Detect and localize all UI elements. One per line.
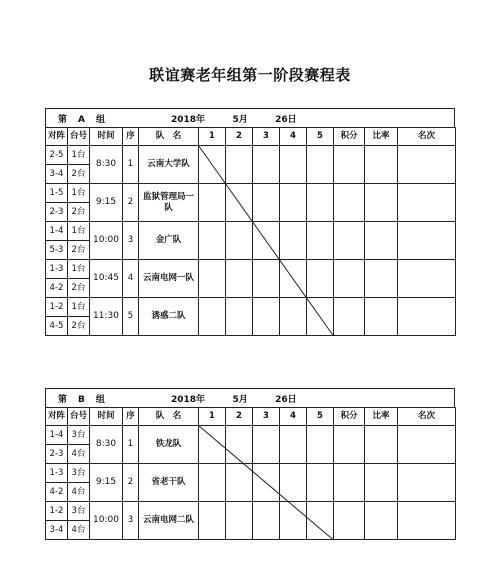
score-cell [199, 464, 226, 502]
team-name-cell: 金广队 [139, 222, 199, 260]
table-number-cell: 1台 [68, 260, 90, 279]
score-cell [199, 222, 226, 260]
group-name: 第 A 组 [58, 115, 106, 125]
page-title: 联谊赛老年组第一阶段赛程表 [149, 66, 351, 84]
score-cell [280, 184, 307, 222]
matchup-cell: 1-2 [46, 502, 68, 521]
group-date: 2018年 5月 26日 [171, 395, 297, 405]
table-number-cell: 2台 [68, 241, 90, 260]
matchup-cell: 3-4 [46, 521, 68, 540]
ratio-cell [365, 298, 398, 336]
score-cell [307, 502, 334, 540]
score-cell [253, 298, 280, 336]
table-number-cell: 2台 [68, 279, 90, 298]
column-header: 对阵 [46, 128, 68, 146]
time-cell: 9:15 [90, 464, 123, 502]
score-cell [199, 298, 226, 336]
matchup-cell: 5-3 [46, 241, 68, 260]
seq-cell: 1 [123, 426, 139, 464]
group-b-schedule [45, 388, 455, 540]
time-cell: 8:30 [90, 146, 123, 184]
table-row [46, 464, 456, 483]
table-row [46, 502, 456, 521]
score-cell [226, 298, 253, 336]
points-cell [334, 426, 365, 464]
team-name-cell: 云南大学队 [139, 146, 199, 184]
column-header: 时间 [90, 408, 123, 426]
score-cell [226, 184, 253, 222]
table-row [46, 146, 456, 165]
ratio-cell [365, 184, 398, 222]
score-cell [253, 502, 280, 540]
score-cell [253, 426, 280, 464]
rank-cell [398, 260, 456, 298]
column-header: 4 [280, 408, 307, 426]
matchup-cell: 2-3 [46, 203, 68, 222]
column-header: 3 [253, 128, 280, 146]
column-header: 积分 [334, 128, 365, 146]
group-date: 2018年 5月 26日 [171, 115, 297, 125]
score-cell [280, 260, 307, 298]
matchup-cell: 1-4 [46, 426, 68, 445]
table-number-cell: 2台 [68, 165, 90, 184]
table-number-cell: 3台 [68, 502, 90, 521]
column-header-row [46, 408, 456, 426]
schedule-table [45, 407, 456, 540]
score-cell [307, 146, 334, 184]
score-cell [199, 502, 226, 540]
team-name-cell: 云南电网一队 [139, 260, 199, 298]
seq-cell: 3 [123, 502, 139, 540]
score-cell [307, 260, 334, 298]
table-number-cell: 1台 [68, 222, 90, 241]
team-name-cell: 监狱管理局一队 [139, 184, 199, 222]
column-header: 对阵 [46, 408, 68, 426]
matchup-cell: 2-3 [46, 445, 68, 464]
ratio-cell [365, 222, 398, 260]
table-number-cell: 1台 [68, 184, 90, 203]
column-header: 台号 [68, 128, 90, 146]
table-number-cell: 1台 [68, 298, 90, 317]
score-cell [253, 464, 280, 502]
score-cell [199, 146, 226, 184]
score-cell [280, 426, 307, 464]
table-row [46, 222, 456, 241]
seq-cell: 2 [123, 184, 139, 222]
table-number-cell: 4台 [68, 521, 90, 540]
time-cell: 11:30 [90, 298, 123, 336]
matchup-cell: 1-3 [46, 464, 68, 483]
score-cell [280, 464, 307, 502]
table-number-cell: 2台 [68, 203, 90, 222]
time-cell: 8:30 [90, 426, 123, 464]
time-cell: 10:00 [90, 502, 123, 540]
matchup-cell: 4-2 [46, 483, 68, 502]
score-cell [199, 184, 226, 222]
score-cell [253, 222, 280, 260]
column-header: 4 [280, 128, 307, 146]
score-cell [226, 502, 253, 540]
time-cell: 9:15 [90, 184, 123, 222]
rank-cell [398, 464, 456, 502]
column-header: 序 [123, 408, 139, 426]
rank-cell [398, 184, 456, 222]
table-row [46, 260, 456, 279]
table-number-cell: 4台 [68, 445, 90, 464]
column-header: 名次 [398, 128, 456, 146]
score-cell [253, 184, 280, 222]
column-header: 1 [199, 128, 226, 146]
points-cell [334, 298, 365, 336]
team-name-cell: 省老干队 [139, 464, 199, 502]
score-cell [199, 426, 226, 464]
column-header: 5 [307, 408, 334, 426]
ratio-cell [365, 426, 398, 464]
points-cell [334, 184, 365, 222]
time-cell: 10:00 [90, 222, 123, 260]
team-name-cell: 铁龙队 [139, 426, 199, 464]
seq-cell: 5 [123, 298, 139, 336]
team-name-cell: 云南电网二队 [139, 502, 199, 540]
column-header: 台号 [68, 408, 90, 426]
score-cell [253, 260, 280, 298]
schedule-table [45, 127, 456, 336]
points-cell [334, 464, 365, 502]
column-header: 比率 [365, 128, 398, 146]
time-cell: 10:45 [90, 260, 123, 298]
column-header: 1 [199, 408, 226, 426]
score-cell [307, 464, 334, 502]
ratio-cell [365, 146, 398, 184]
column-header: 5 [307, 128, 334, 146]
score-cell [307, 184, 334, 222]
table-number-cell: 3台 [68, 426, 90, 445]
score-cell [307, 222, 334, 260]
group-name: 第 B 组 [58, 395, 106, 405]
matchup-cell: 3-4 [46, 165, 68, 184]
column-header-row [46, 128, 456, 146]
column-header: 比率 [365, 408, 398, 426]
seq-cell: 1 [123, 146, 139, 184]
group-header [45, 388, 455, 407]
table-number-cell: 3台 [68, 464, 90, 483]
column-header: 队 名 [139, 128, 199, 146]
score-cell [280, 502, 307, 540]
score-cell [226, 260, 253, 298]
table-number-cell: 1台 [68, 146, 90, 165]
score-cell [226, 146, 253, 184]
column-header: 3 [253, 408, 280, 426]
column-header: 积分 [334, 408, 365, 426]
table-number-cell: 4台 [68, 483, 90, 502]
rank-cell [398, 146, 456, 184]
column-header: 序 [123, 128, 139, 146]
group-a-schedule [45, 108, 455, 336]
seq-cell: 4 [123, 260, 139, 298]
score-cell [226, 464, 253, 502]
score-cell [199, 260, 226, 298]
table-row [46, 426, 456, 445]
team-name-cell: 诱惑二队 [139, 298, 199, 336]
rank-cell [398, 502, 456, 540]
matchup-cell: 4-2 [46, 279, 68, 298]
group-header [45, 108, 455, 127]
score-cell [280, 146, 307, 184]
score-cell [307, 426, 334, 464]
matchup-cell: 1-5 [46, 184, 68, 203]
points-cell [334, 222, 365, 260]
column-header: 名次 [398, 408, 456, 426]
score-cell [280, 298, 307, 336]
score-cell [226, 222, 253, 260]
ratio-cell [365, 260, 398, 298]
points-cell [334, 502, 365, 540]
points-cell [334, 260, 365, 298]
matchup-cell: 1-4 [46, 222, 68, 241]
column-header: 时间 [90, 128, 123, 146]
rank-cell [398, 222, 456, 260]
table-row [46, 184, 456, 203]
matchup-cell: 4-5 [46, 317, 68, 336]
score-cell [280, 222, 307, 260]
score-cell [307, 298, 334, 336]
points-cell [334, 146, 365, 184]
matchup-cell: 1-2 [46, 298, 68, 317]
score-cell [253, 146, 280, 184]
seq-cell: 2 [123, 464, 139, 502]
seq-cell: 3 [123, 222, 139, 260]
rank-cell [398, 298, 456, 336]
column-header: 2 [226, 128, 253, 146]
table-number-cell: 2台 [68, 317, 90, 336]
matchup-cell: 1-3 [46, 260, 68, 279]
score-cell [226, 426, 253, 464]
ratio-cell [365, 464, 398, 502]
column-header: 2 [226, 408, 253, 426]
matchup-cell: 2-5 [46, 146, 68, 165]
ratio-cell [365, 502, 398, 540]
table-row [46, 298, 456, 317]
rank-cell [398, 426, 456, 464]
column-header: 队 名 [139, 408, 199, 426]
